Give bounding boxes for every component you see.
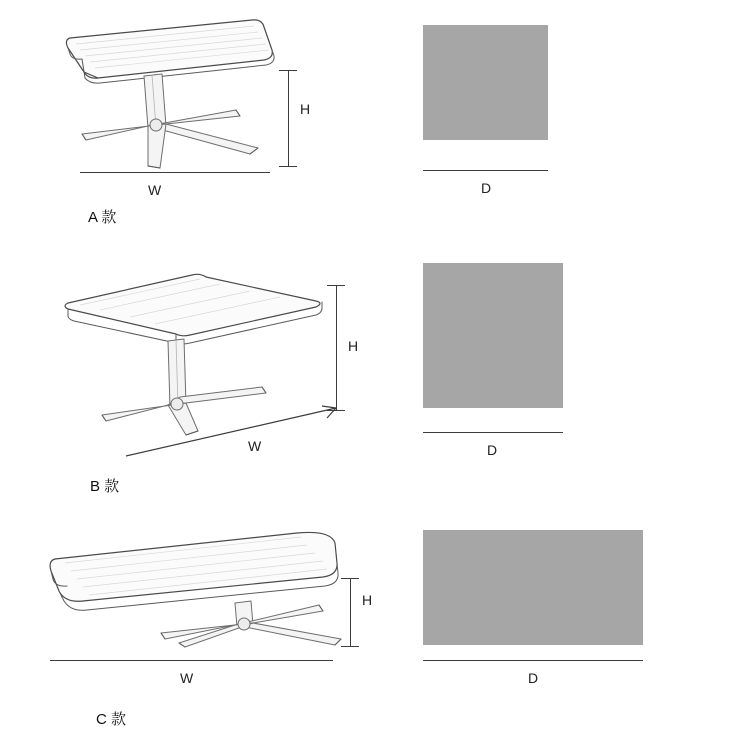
dimension-label-d-c: D xyxy=(528,670,539,686)
dimension-label-w-b: W xyxy=(248,438,262,454)
table-illustration-c xyxy=(35,515,355,660)
model-label-a: A 款 xyxy=(88,209,117,226)
dimension-label-d-a: D xyxy=(481,180,492,196)
dimension-line-d-b xyxy=(423,432,563,433)
dimension-line-w-a xyxy=(80,172,270,173)
dimension-line-w-c xyxy=(50,660,333,661)
dimension-line-h-b xyxy=(336,285,337,410)
swatch-c xyxy=(423,530,643,645)
dimension-label-h-c: H xyxy=(362,592,373,608)
dimension-line-h-a xyxy=(288,70,289,166)
dimension-label-h-b: H xyxy=(348,338,359,354)
diagram-row-c xyxy=(0,505,750,752)
diagram-row-b xyxy=(0,235,750,505)
dimension-label-w-a: W xyxy=(148,182,162,198)
dimension-label-w-c: W xyxy=(180,670,194,686)
dimension-line-d-a xyxy=(423,170,548,171)
dimension-line-h-c xyxy=(350,578,351,646)
dimension-tick-h-a-top xyxy=(279,70,297,71)
dimension-line-w-b xyxy=(120,400,350,460)
model-label-b: B 款 xyxy=(90,478,120,495)
table-illustration-a xyxy=(40,8,300,183)
dimension-tick-h-a-bottom xyxy=(279,166,297,167)
dimension-tick-h-c-bottom xyxy=(341,646,359,647)
dimension-line-d-c xyxy=(423,660,643,661)
model-label-c: C 款 xyxy=(96,711,127,728)
dimension-label-d-b: D xyxy=(487,442,498,458)
diagram-row-a xyxy=(0,0,750,235)
dimension-tick-h-c-top xyxy=(341,578,359,579)
swatch-a xyxy=(423,25,548,140)
swatch-b xyxy=(423,263,563,408)
dimension-label-h-a: H xyxy=(300,101,311,117)
dimension-tick-h-b-top xyxy=(327,285,345,286)
